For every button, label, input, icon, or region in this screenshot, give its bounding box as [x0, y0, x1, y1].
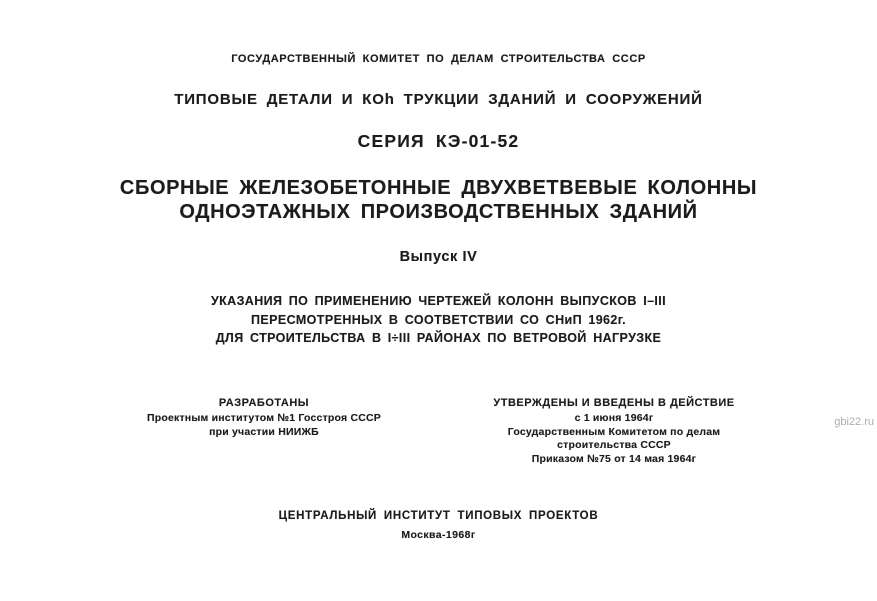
- header-organization: ГОСУДАРСТВЕННЫЙ КОМИТЕТ ПО ДЕЛАМ СТРОИТЕЛЬСТВА СССР: [231, 53, 646, 65]
- city-and-year: Москва-1968г: [401, 529, 476, 541]
- issue-number: Выпуск IV: [399, 249, 478, 265]
- approved-by-line-4: Приказом №75 от 14 мая 1964г: [531, 452, 697, 465]
- site-watermark: gbi22.ru: [834, 416, 874, 428]
- developed-by-block: [128, 397, 400, 439]
- approved-by-line-1: с 1 июня 1964г: [574, 412, 654, 424]
- document-category-line: ТИПОВЫЕ ДЕТАЛИ И КОh ТРУКЦИИ ЗДАНИЙ И СООРУЖЕНИЙ: [174, 91, 703, 108]
- subtitle-line-2: ПЕРЕСМОТРЕННЫХ В СООТВЕТСТВИИ СО СНиП 1962г.: [251, 312, 626, 327]
- approved-by-line-3: строительства СССР: [557, 439, 671, 451]
- publisher-name: ЦЕНТРАЛЬНЫЙ ИНСТИТУТ ТИПОВЫХ ПРОЕКТОВ: [278, 510, 599, 522]
- document-title-line-2: ОДНОЭТАЖНЫХ ПРОИЗВОДСТВЕННЫХ ЗДАНИЙ: [179, 201, 698, 223]
- series-number: СЕРИЯ КЭ-01-52: [357, 131, 520, 151]
- subtitle-line-3: ДЛЯ СТРОИТЕЛЬСТВА В I÷III РАЙОНАХ ПО ВЕТРОВОЙ НАГРУЗКЕ: [215, 331, 662, 345]
- approved-by-line-2: Государственным Комитетом по делам: [507, 425, 721, 438]
- developed-by-heading: РАЗРАБОТАНЫ: [218, 397, 310, 409]
- document-title: [0, 176, 877, 224]
- approved-by-heading: УТВЕРЖДЕНЫ И ВВЕДЕНЫ В ДЕЙСТВИЕ: [493, 397, 735, 409]
- subtitle-block: [0, 292, 877, 348]
- document-title-line-1: СБОРНЫЕ ЖЕЛЕЗОБЕТОННЫЕ ДВУХВЕТВЕВЫЕ КОЛОННЫ: [119, 177, 758, 199]
- developed-by-line-2: при участии НИИЖБ: [209, 425, 319, 438]
- subtitle-line-1: УКАЗАНИЯ ПО ПРИМЕНЕНИЮ ЧЕРТЕЖЕЙ КОЛОНН ВЫПУСКОВ I–III: [210, 294, 667, 308]
- developed-by-line-1: Проектным институтом №1 Госстроя СССР: [146, 412, 382, 424]
- approved-by-block: [468, 397, 760, 466]
